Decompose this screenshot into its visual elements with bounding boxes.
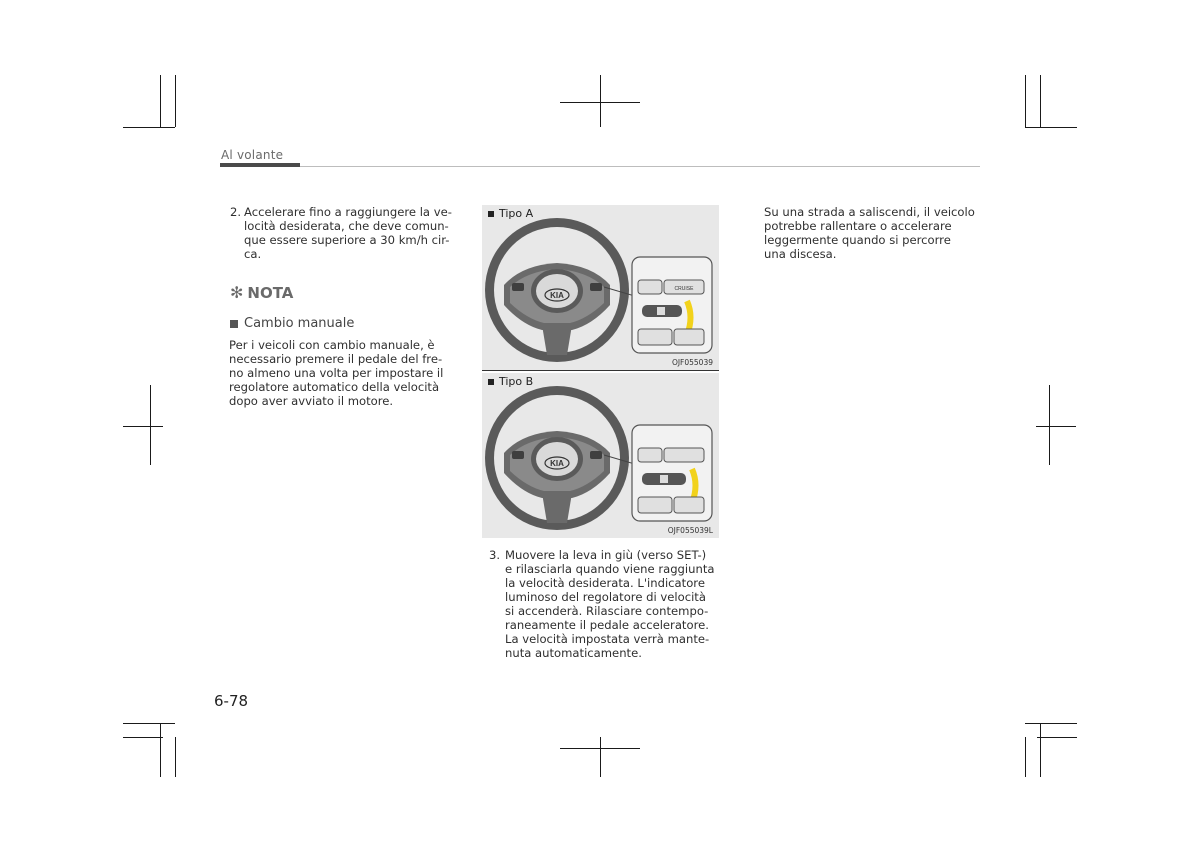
header-bar — [220, 163, 300, 167]
text-line: potrebbe rallentare o accelerare — [764, 219, 952, 233]
text-line: Su una strada a saliscendi, il veicolo — [764, 205, 975, 219]
crop-mark — [150, 385, 151, 465]
crop-mark — [1037, 737, 1077, 738]
text-line: que essere superiore a 30 km/h cir- — [244, 233, 450, 247]
steering-wheel-illustration — [482, 205, 719, 370]
crop-mark — [123, 127, 175, 128]
subheading-text: Cambio manuale — [244, 316, 355, 331]
crop-mark — [1025, 127, 1077, 128]
figure-label-text: Tipo B — [499, 375, 534, 388]
crop-mark — [1040, 723, 1041, 777]
square-bullet-icon — [488, 211, 494, 217]
step-number: 2. — [230, 205, 242, 219]
figure-code: OJF055039 — [671, 358, 713, 367]
text-line: La velocità impostata verrà mante- — [505, 632, 710, 646]
crop-mark — [1025, 75, 1026, 127]
page-number: 6-78 — [214, 692, 249, 710]
text-line: locità desiderata, che deve comun- — [244, 219, 449, 233]
text-line: leggermente quando si percorre — [764, 233, 951, 247]
right-paragraph — [764, 205, 980, 261]
figure-label — [488, 375, 533, 388]
figure-tipo-a — [482, 205, 719, 370]
text-line: regolatore automatico della velocità — [229, 380, 440, 394]
crop-mark — [1049, 385, 1050, 465]
crop-mark — [1025, 723, 1077, 724]
text-line: no almeno una volta per impostare il — [229, 366, 444, 380]
step-number: 3. — [489, 548, 501, 562]
svg-text:KIA: KIA — [550, 459, 564, 468]
steering-wheel-illustration — [482, 373, 719, 538]
crop-mark — [1025, 737, 1026, 777]
crop-mark — [600, 737, 601, 777]
figure-label-text: Tipo A — [499, 207, 534, 220]
crop-mark — [123, 737, 163, 738]
square-bullet-icon — [488, 379, 494, 385]
crop-mark — [1040, 75, 1041, 127]
crop-mark — [600, 75, 601, 127]
crop-mark — [175, 737, 176, 777]
crop-mark — [1036, 426, 1076, 427]
text-line: e rilasciarla quando viene raggiunta — [505, 562, 715, 576]
crop-mark — [123, 723, 175, 724]
text-line: dopo aver avviato il motore. — [229, 394, 394, 408]
crop-mark — [175, 75, 176, 127]
square-bullet-icon — [230, 320, 238, 328]
step-3 — [489, 548, 720, 660]
figure-code: OJF055039L — [667, 526, 713, 535]
nota-heading — [230, 283, 293, 302]
text-line: luminoso del regolatore di velocità — [505, 590, 706, 604]
crop-mark — [160, 75, 161, 127]
text-line: ca. — [244, 247, 262, 261]
step-2 — [230, 205, 461, 261]
header-rule — [300, 166, 980, 167]
text-line: Muovere la leva in giù (verso SET-) — [505, 548, 707, 562]
text-line: si accenderà. Rilasciare contempo- — [505, 604, 709, 618]
note-paragraph — [229, 338, 451, 408]
crop-mark — [160, 723, 161, 777]
text-line: Accelerare fino a raggiungere la ve- — [244, 205, 452, 219]
text-line: la velocità desiderata. L'indicatore — [505, 576, 705, 590]
figure-label — [488, 207, 533, 220]
svg-text:CRUISE: CRUISE — [674, 286, 694, 292]
asterisk-icon: ✻ — [230, 283, 244, 302]
subheading — [230, 316, 354, 331]
text-line: nuta automaticamente. — [505, 646, 642, 660]
text-line: raneamente il pedale acceleratore. — [505, 618, 709, 632]
figure-tipo-b — [482, 373, 719, 538]
section-header: Al volante — [221, 148, 284, 162]
text-line: una discesa. — [764, 247, 837, 261]
text-line: Per i veicoli con cambio manuale, è — [229, 338, 435, 352]
svg-text:KIA: KIA — [550, 291, 564, 300]
text-line: necessario premere il pedale del fre- — [229, 352, 443, 366]
nota-title: NOTA — [247, 283, 294, 302]
crop-mark — [123, 426, 163, 427]
figure-divider — [482, 370, 719, 371]
